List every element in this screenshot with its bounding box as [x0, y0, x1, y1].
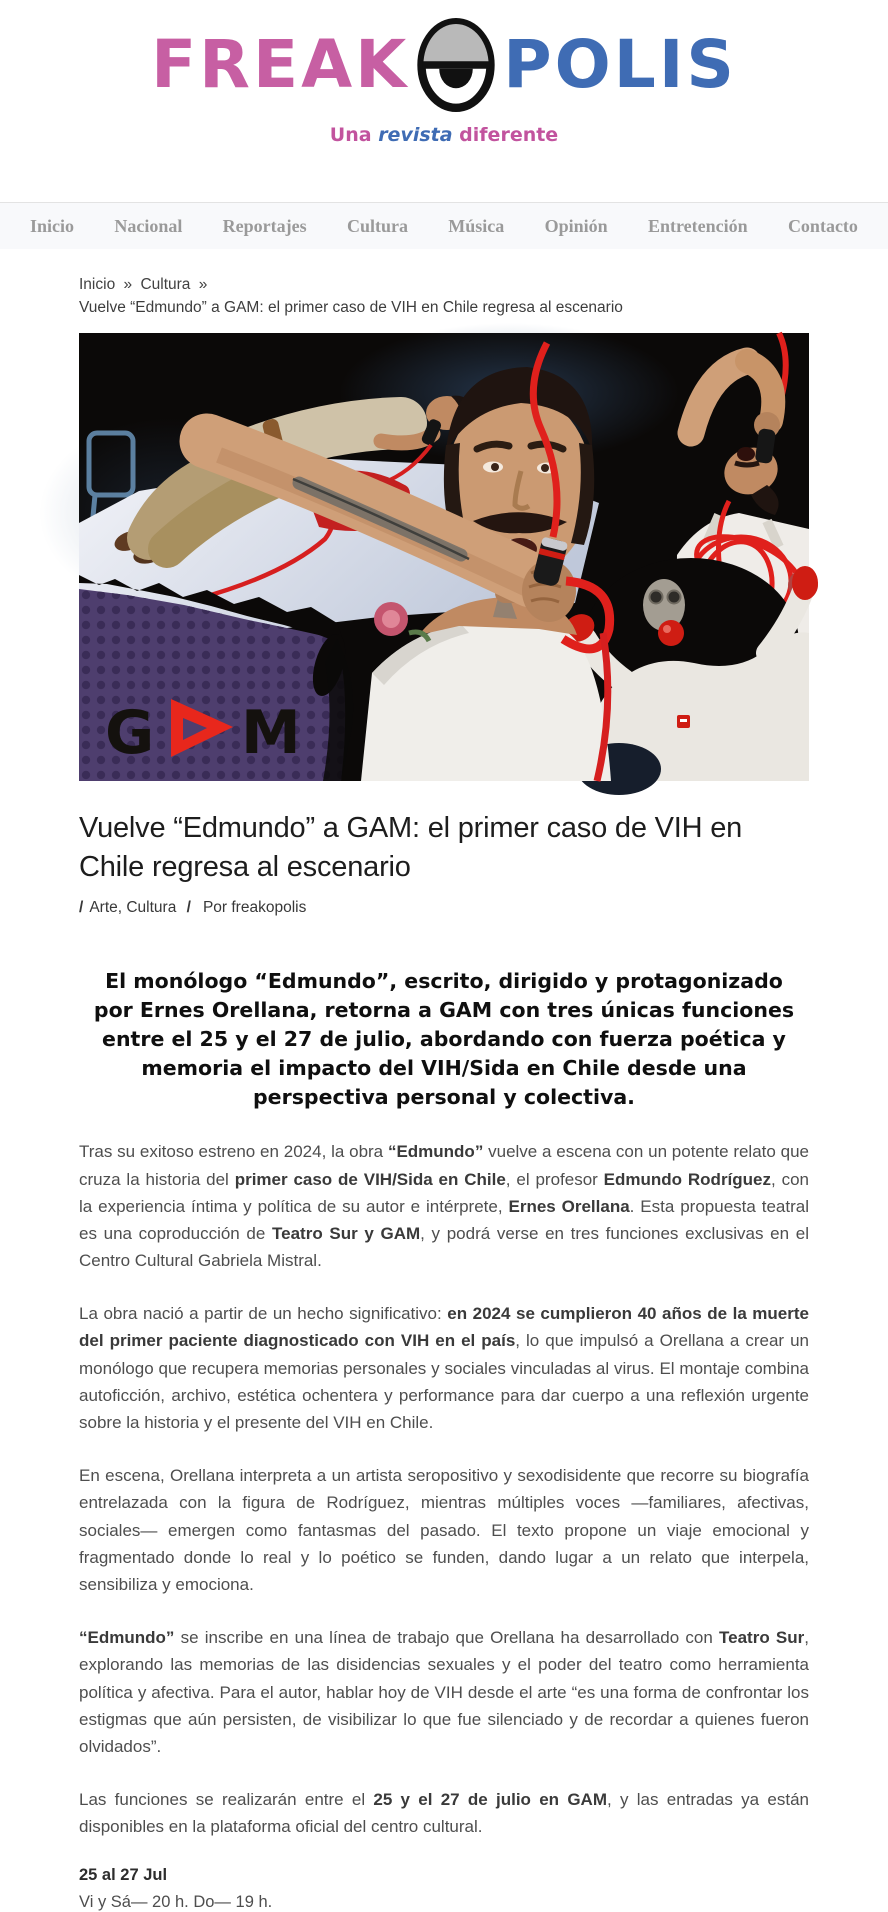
- tagline-una: Una: [329, 124, 379, 146]
- breadcrumb: [79, 273, 809, 320]
- nav-item-reportajes[interactable]: Reportajes: [222, 215, 307, 236]
- eye-icon: [415, 16, 497, 114]
- hero-image: [79, 333, 809, 781]
- gam-letter-g: G: [105, 697, 155, 768]
- breadcrumb-link-inicio[interactable]: Inicio: [79, 276, 116, 293]
- nav-item-entretencion[interactable]: Entretención: [647, 215, 748, 236]
- schedule-times: Vi y Sá— 20 h. Do— 19 h.: [79, 1893, 273, 1912]
- article-paragraph-4: “Edmundo” se inscribe en una línea de trabajo que Orellana ha desarrollado con Teatro Sur, explorando las memorias de las disidencias sexuales y el poder del teatro como herramienta política y afectiva. Para el autor, hablar hoy de VIH desde el arte “es una forma de confrontar los estigmas que aún persisten, de visibilizar lo que fue silenciado y de recordar a quienes fueron olvidados”.: [79, 1628, 809, 1756]
- article-body: [79, 967, 809, 1912]
- page-title: Vuelve “Edmundo” a GAM: el primer caso de VIH en Chile regresa al escenario: [79, 811, 743, 883]
- article-paragraph-3: En escena, Orellana interpreta a un artista seropositivo y sexodisidente que recorre su biografía entrelazada con la figura de Rodríguez, mientras múltiples voces —familiares, afectivas, sociales— emergen como fantasmas del pasado. El texto propone un viaje emocional y fragmentado donde lo real y lo poético se funden, dando lugar a un relato que interpela, sensibiliza y emociona.: [79, 1466, 809, 1594]
- breadcrumb-current-page: Vuelve “Edmundo” a GAM: el primer caso de VIH en Chile regresa al escenario: [79, 299, 623, 317]
- article-paragraph-5: Las funciones se realizarán entre el 25 y el 27 de julio en GAM, y las entradas ya están disponibles en la plataforma oficial del centro cultural.: [79, 1790, 809, 1837]
- gam-letter-m: M: [241, 697, 301, 768]
- show-schedule: [79, 1866, 809, 1912]
- site-header: [0, 0, 888, 146]
- breadcrumb-separator: »: [198, 276, 208, 293]
- meta-byline: Por freakopolis: [202, 898, 307, 916]
- tagline-revista: revista: [378, 124, 453, 146]
- meta-separator: /: [186, 898, 191, 916]
- nav-item-inicio[interactable]: Inicio: [30, 215, 75, 236]
- logo-text-freak: FREAK: [151, 26, 410, 103]
- nav-item-opinion[interactable]: Opinión: [544, 215, 608, 236]
- site-tagline: [0, 124, 888, 146]
- logo-text-polis: POLIS: [503, 26, 737, 103]
- article-meta: [79, 899, 809, 917]
- nav-item-musica[interactable]: Música: [448, 215, 505, 236]
- main-nav: [0, 202, 888, 249]
- nav-item-cultura[interactable]: Cultura: [346, 215, 408, 236]
- meta-separator: /: [79, 898, 84, 916]
- breadcrumb-trail: [79, 273, 809, 296]
- tagline-diferente: diferente: [452, 124, 559, 146]
- nav-item-contacto[interactable]: Contacto: [787, 215, 858, 236]
- article-intro: El monólogo “Edmundo”, escrito, dirigido y protagonizado por Ernes Orellana, retorna a GAM con tres únicas funciones entre el 25 y el 27 de julio, abordando con fuerza poética y memoria el impacto del VIH/Sida en Chile desde una perspectiva personal y colectiva.: [93, 968, 795, 1110]
- breadcrumb-link-cultura[interactable]: Cultura: [140, 276, 191, 293]
- meta-categories-link[interactable]: Arte, Cultura: [89, 898, 177, 916]
- article-paragraph-1: Tras su exitoso estreno en 2024, la obra “Edmundo” vuelve a escena con un potente relato que cruza la historia del primer caso de VIH/Sida en Chile, el profesor Edmundo Rodríguez, con la experiencia íntima y política de su autor e intérprete, Ernes Orellana. Esta propuesta teatral es una coproducción de Teatro Sur y GAM, y podrá verse en tres funciones exclusivas en el Centro Cultural Gabriela Mistral.: [79, 1142, 809, 1271]
- schedule-dates: 25 al 27 Jul: [79, 1866, 168, 1885]
- site-logo[interactable]: [0, 14, 888, 116]
- article-paragraph-2: La obra nació a partir de un hecho significativo: en 2024 se cumplieron 40 años de la muerte del primer paciente diagnosticado con VIH en el país, lo que impulsó a Orellana a crear un monólogo que recupera memorias personales y sociales vinculadas al virus. El montaje combina autoficción, archivo, estética ochentera y performance para dar cuerpo a una reflexión urgente sobre la historia y el presente del VIH en Chile.: [79, 1304, 809, 1433]
- nav-item-nacional[interactable]: Nacional: [114, 215, 183, 236]
- breadcrumb-separator: »: [123, 276, 133, 293]
- article-page: [79, 273, 809, 1912]
